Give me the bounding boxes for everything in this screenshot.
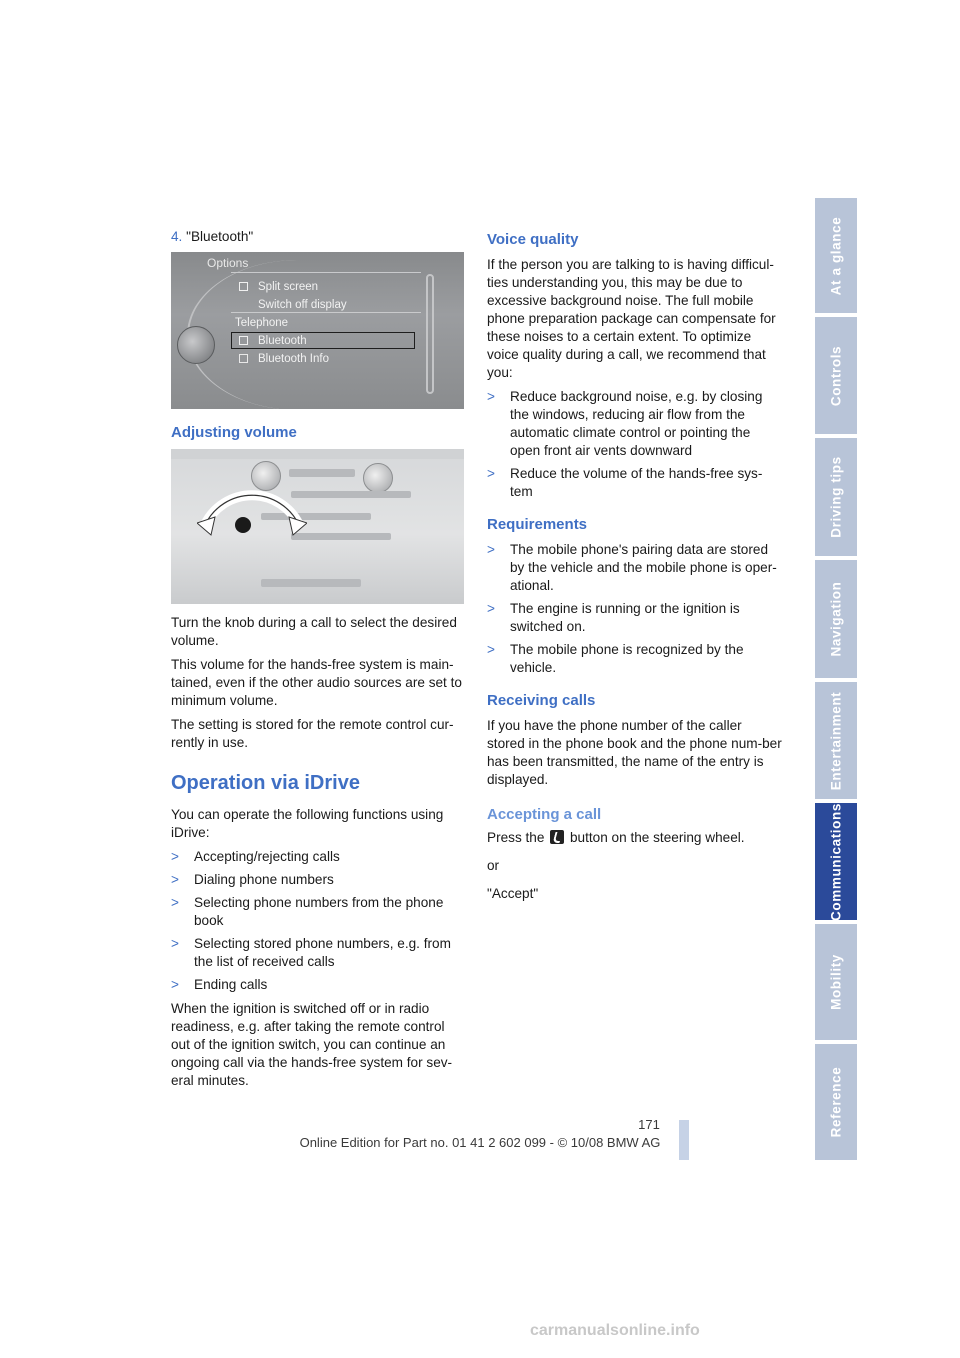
tab-reference[interactable]: Reference — [815, 1044, 857, 1160]
list-item: > Dialing phone numbers — [171, 872, 334, 887]
watermark: carmanualsonline.info — [530, 1322, 700, 1339]
idrive-function-list — [171, 848, 466, 994]
console-band — [171, 449, 464, 459]
phone-button-icon — [550, 830, 564, 844]
heading-requirements: Requirements — [487, 516, 588, 533]
volume-knob — [235, 517, 251, 533]
paragraph: The setting is stored for the remote control cur-rently in use. — [171, 717, 454, 750]
button-row — [261, 579, 361, 587]
tab-communications[interactable]: Communications — [815, 803, 857, 920]
paragraph: Turn the knob during a call to select the desired volume. — [171, 615, 457, 648]
edition-footer: Online Edition for Part no. 01 41 2 602 099 - © 10/08 BMW AG — [299, 1135, 661, 1150]
list-item: > The mobile phone's pairing data are stored by the vehicle and the mobile phone is oper-ational. — [487, 542, 777, 593]
paragraph: or — [487, 858, 500, 873]
idrive-options-screen — [171, 252, 464, 409]
checkbox-icon — [239, 336, 248, 345]
tab-controls[interactable]: Controls — [815, 317, 857, 434]
paragraph: If the person you are talking to is having difficul-ties understanding you, this may be due to excessive background noise. The full mobile phone preparation package can compensate for these noises to a certain extent. To optimize voice quality during a call, we recommend that you: — [487, 257, 776, 380]
heading-voice-quality: Voice quality — [487, 231, 579, 248]
divider — [231, 312, 421, 313]
heading-accepting-call: Accepting a call — [487, 806, 602, 823]
list-item: > The engine is running or the ignition is switched on. — [487, 601, 740, 634]
checkbox-icon — [239, 282, 248, 291]
button-row — [289, 469, 355, 477]
divider — [231, 272, 421, 273]
tab-at-a-glance[interactable]: At a glance — [815, 198, 857, 313]
tab-driving-tips[interactable]: Driving tips — [815, 438, 857, 556]
paragraph: You can operate the following functions using iDrive: — [171, 807, 444, 840]
tab-navigation[interactable]: Navigation — [815, 560, 857, 678]
list-item: > Selecting stored phone numbers, e.g. from the list of received calls — [171, 936, 451, 969]
menu-bluetooth: Bluetooth — [258, 335, 307, 347]
chapter-sidebar — [815, 198, 857, 1160]
button-row — [291, 491, 411, 498]
step-4: 4. "Bluetooth" — [171, 229, 254, 244]
tab-entertainment[interactable]: Entertainment — [815, 682, 857, 799]
list-item: > Selecting phone numbers from the phone book — [171, 895, 444, 928]
menu-bluetooth-info: Bluetooth Info — [258, 353, 329, 365]
controller-icon — [177, 326, 215, 364]
paragraph: This volume for the hands-free system is main-tained, even if the other audio sources are set to minimum volume. — [171, 657, 462, 708]
options-title: Options — [207, 256, 249, 270]
heading-operation-via-idrive: Operation via iDrive — [171, 772, 360, 794]
checkbox-empty-icon — [239, 354, 248, 363]
left-column — [171, 228, 466, 1096]
list-item: > Accepting/rejecting calls — [171, 849, 340, 864]
voice-quality-list — [487, 388, 782, 501]
paragraph: If you have the phone number of the caller stored in the phone book and the phone num-ber has been transmitted, the name of the entry is displayed. — [487, 718, 782, 787]
requirements-list — [487, 541, 782, 677]
list-item: > The mobile phone is recognized by the vehicle. — [487, 642, 744, 675]
rotate-arrow-icon — [197, 477, 307, 537]
console-volume-figure — [171, 449, 464, 604]
list-item: > Reduce the volume of the hands-free sys-tem — [487, 466, 763, 499]
paragraph: "Accept" — [487, 886, 539, 901]
heading-receiving-calls: Receiving calls — [487, 692, 596, 709]
press-instruction: Press the button on the steering wheel. — [487, 830, 745, 845]
right-column — [487, 230, 782, 909]
screen-scrollbar — [426, 274, 434, 394]
page-number: 171 — [638, 1117, 660, 1132]
right-knob — [363, 463, 393, 493]
list-item: > Reduce background noise, e.g. by closing the windows, reducing air flow from the automatic climate control or pointing the open front air vents downward — [487, 389, 763, 458]
menu-split-screen: Split screen — [258, 281, 319, 293]
list-item: > Ending calls — [171, 977, 268, 992]
paragraph: When the ignition is switched off or in radio readiness, e.g. after taking the remote control out of the ignition switch, you can continue an ongoing call via the hands-free system for sev-eral minutes. — [171, 1001, 453, 1088]
menu-telephone: Telephone — [235, 317, 289, 329]
menu-switch-off-display: Switch off display — [258, 299, 347, 311]
tab-mobility[interactable]: Mobility — [815, 924, 857, 1040]
heading-adjusting-volume: Adjusting volume — [171, 424, 297, 441]
